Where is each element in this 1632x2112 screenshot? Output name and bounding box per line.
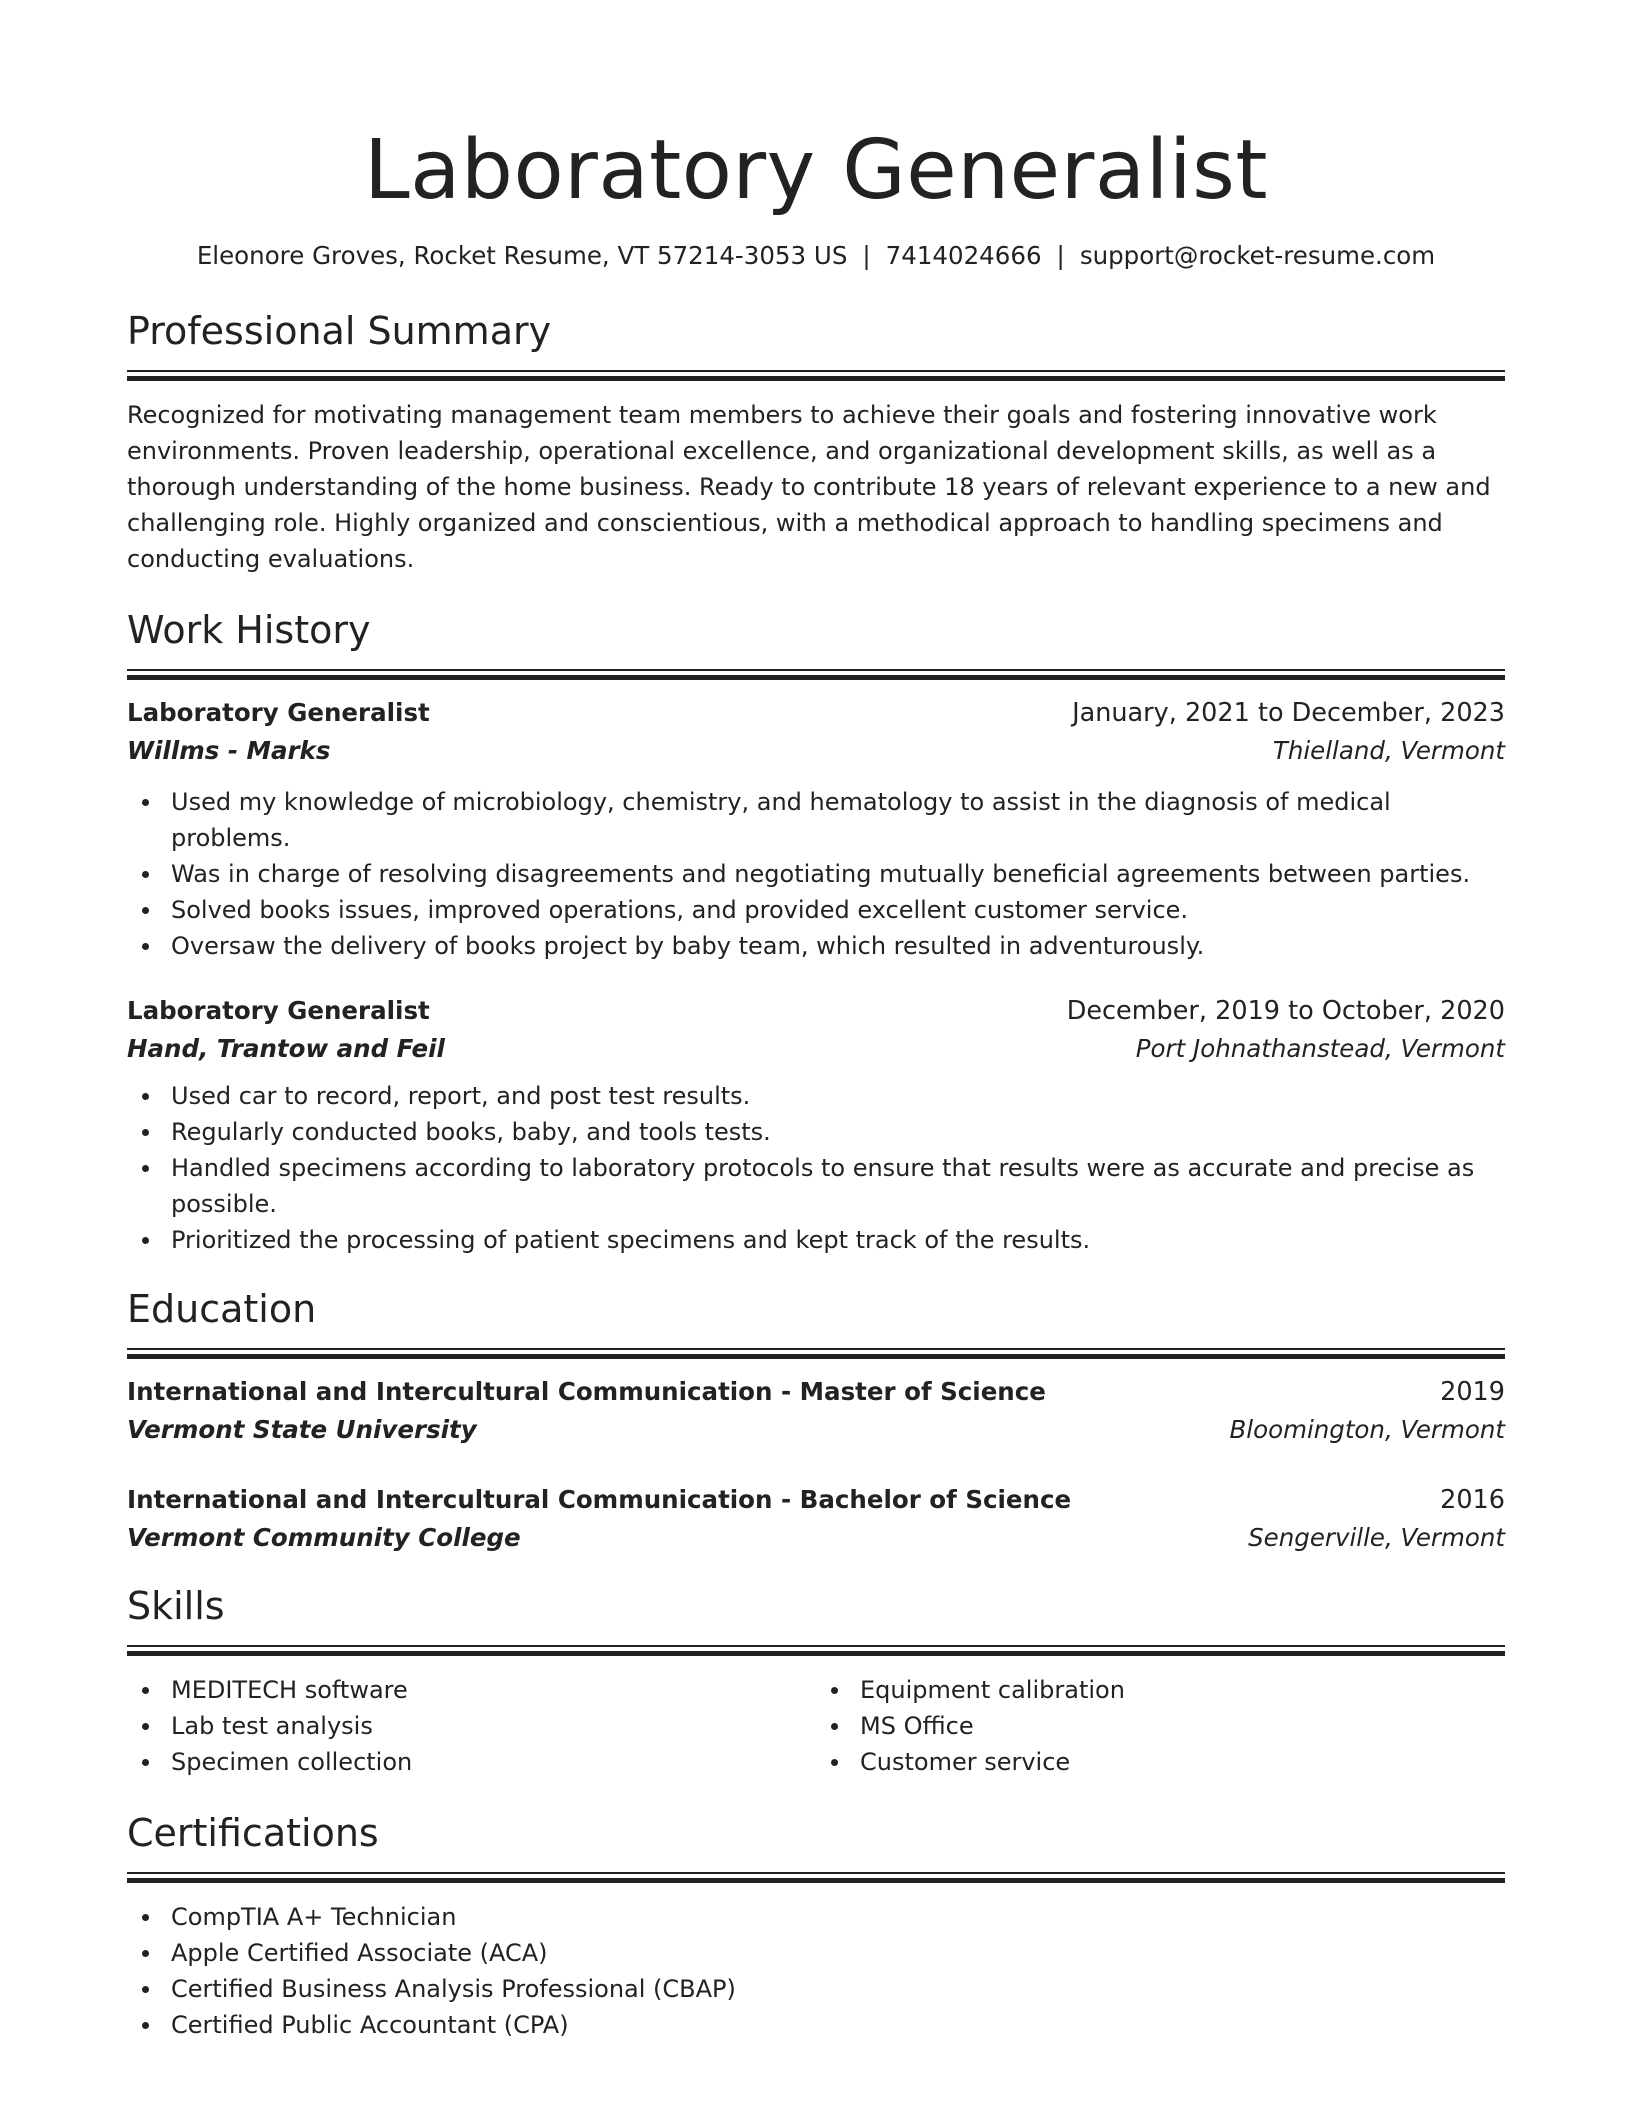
list-item: Prioritized the processing of patient specimens and kept track of the results. [127, 1222, 1505, 1258]
list-item: Customer service [816, 1744, 1505, 1780]
section-divider [127, 1645, 1505, 1656]
list-item: MEDITECH software [127, 1672, 816, 1708]
certifications-list [127, 1899, 1505, 2043]
list-item: Was in charge of resolving disagreements and negotiating mutually beneficial agreements between parties. [127, 856, 1505, 892]
list-item: Lab test analysis [127, 1708, 816, 1744]
skills-section [127, 1583, 1505, 1780]
education-heading: Education [127, 1287, 317, 1331]
skills-list-right [816, 1672, 1505, 1780]
job-company: Willms - Marks [127, 736, 331, 765]
education-year: 2016 [1440, 1485, 1505, 1515]
contact-address: Eleonore Groves, Rocket Resume, VT 57214-3053 US [196, 241, 848, 270]
job-entry [127, 992, 1505, 1258]
job-dates: January, 2021 to December, 2023 [1072, 698, 1505, 728]
job-company-row [127, 732, 1505, 770]
contact-line [127, 240, 1505, 272]
skills-heading: Skills [127, 1584, 225, 1628]
job-bullets [127, 784, 1505, 964]
education-year: 2019 [1440, 1377, 1505, 1407]
education-school: Vermont Community College [127, 1523, 521, 1552]
education-header-row [127, 1373, 1505, 1411]
list-item: Equipment calibration [816, 1672, 1505, 1708]
summary-text: Recognized for motivating management team members to achieve their goals and fostering innovative work environments. Proven leadership, operational excellence, and organizational development skills, as well as a thorough understanding of the home business. Ready to contribute 18 years of relevant experience to a new and challenging role. Highly organized and conscientious, with a methodical approach to handling specimens and conducting evaluations. [127, 401, 1491, 573]
job-location: Thielland, Vermont [1272, 736, 1505, 765]
job-bullets [127, 1078, 1505, 1258]
education-entry [127, 1481, 1505, 1557]
education-entry [127, 1373, 1505, 1449]
section-divider [127, 1872, 1505, 1883]
education-location: Bloomington, Vermont [1229, 1415, 1505, 1444]
job-dates: December, 2019 to October, 2020 [1066, 996, 1505, 1026]
education-location: Sengerville, Vermont [1248, 1523, 1505, 1552]
job-company-row [127, 1030, 1505, 1068]
list-item: Used my knowledge of microbiology, chemistry, and hematology to assist in the diagnosis of medical problems. [127, 784, 1505, 856]
certifications-heading: Certifications [127, 1811, 379, 1855]
education-degree: International and Intercultural Communication - Master of Science [127, 1377, 1046, 1406]
work-section [127, 607, 1505, 1258]
education-school: Vermont State University [127, 1415, 477, 1444]
list-item: Apple Certified Associate (ACA) [127, 1935, 1505, 1971]
job-title: Laboratory Generalist [127, 996, 430, 1025]
education-section [127, 1286, 1505, 1557]
education-degree: International and Intercultural Communication - Bachelor of Science [127, 1485, 1072, 1514]
certifications-section [127, 1810, 1505, 2043]
list-item: MS Office [816, 1708, 1505, 1744]
education-school-row [127, 1411, 1505, 1449]
list-item: Oversaw the delivery of books project by baby team, which resulted in adventurously. [127, 928, 1505, 964]
job-title: Laboratory Generalist [127, 698, 430, 727]
job-header-row [127, 694, 1505, 732]
education-school-row [127, 1519, 1505, 1557]
summary-heading: Professional Summary [127, 309, 552, 353]
work-heading: Work History [127, 608, 371, 652]
contact-separator: | [862, 241, 871, 270]
education-header-row [127, 1481, 1505, 1519]
list-item: Specimen collection [127, 1744, 816, 1780]
section-divider [127, 1348, 1505, 1359]
job-header-row [127, 992, 1505, 1030]
section-divider [127, 370, 1505, 381]
summary-section [127, 308, 1505, 577]
section-divider [127, 669, 1505, 680]
job-entry [127, 694, 1505, 964]
skills-columns [127, 1672, 1505, 1780]
list-item: Solved books issues, improved operations, and provided excellent customer service. [127, 892, 1505, 928]
contact-email[interactable]: support@rocket-resume.com [1079, 241, 1436, 270]
job-company: Hand, Trantow and Feil [127, 1034, 445, 1063]
list-item: Certified Business Analysis Professional (CBAP) [127, 1971, 1505, 2007]
contact-separator: | [1056, 241, 1065, 270]
resume-title: Laboratory Generalist [363, 123, 1269, 218]
contact-phone[interactable]: 7414024666 [885, 241, 1042, 270]
list-item: Certified Public Accountant (CPA) [127, 2007, 1505, 2043]
job-location: Port Johnathanstead, Vermont [1135, 1034, 1505, 1063]
list-item: Handled specimens according to laboratory protocols to ensure that results were as accurate and precise as possible. [127, 1150, 1505, 1222]
skills-list-left [127, 1672, 816, 1780]
list-item: CompTIA A+ Technician [127, 1899, 1505, 1935]
list-item: Regularly conducted books, baby, and tools tests. [127, 1114, 1505, 1150]
list-item: Used car to record, report, and post test results. [127, 1078, 1505, 1114]
